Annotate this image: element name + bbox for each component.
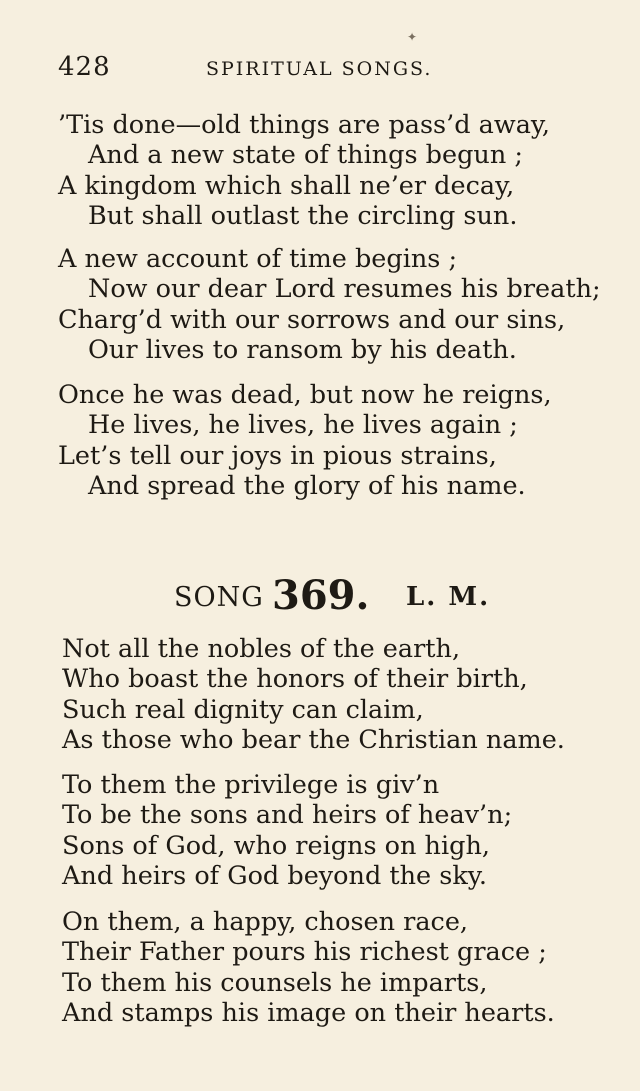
song-number: 369. [272,572,370,619]
verse-line: Let’s tell our joys in pious strains, [58,440,497,471]
verse-line: Once he was dead, but now he reigns, [58,380,552,410]
song-label: SONG [174,582,264,613]
verse-line: And heirs of God beyond the sky. [62,860,487,891]
verse-line: On them, a happy, chosen race, [62,907,469,937]
stanza [0,907,640,1028]
verse-line: Who boast the honors of their birth, [62,664,528,695]
verse-line: And spread the glory of his name. [88,470,526,501]
stanza [0,634,640,755]
verse-line: And stamps his image on their hearts. [62,997,555,1028]
page-number: 428 [58,52,111,82]
verse-line: To be the sons and heirs of heav’n; [62,800,513,831]
verse-line: But shall outlast the circling sun. [88,200,518,231]
stanza [0,380,640,501]
running-title: SPIRITUAL SONGS. [206,58,433,80]
verse-line: Charg’d with our sorrows and our sins, [58,304,566,335]
verse-line: As those who bear the Christian name. [62,724,565,755]
song-meter: L. M. [406,582,491,612]
stanza [0,770,640,891]
verse-line: A kingdom which shall ne’er decay, [58,170,515,201]
verse-line: Now our dear Lord resumes his breath; [88,274,601,305]
verse-line: And a new state of things begun ; [88,140,523,171]
verse-line: Sons of God, who reigns on high, [62,830,490,861]
verse-line: Their Father pours his richest grace ; [62,937,547,968]
verse-line: A new account of time begins ; [58,244,458,274]
ink-speck: ✦ [407,30,418,44]
verse-line: To them the privilege is giv’n [62,770,440,800]
page-header [58,52,588,86]
stanza [0,244,640,365]
verse-line: Our lives to ransom by his death. [88,334,517,365]
verse-line: He lives, he lives, he lives again ; [88,410,518,441]
verse-line: Such real dignity can claim, [62,694,424,725]
stanza [0,110,640,231]
verse-line: To them his counsels he imparts, [62,967,488,998]
verse-line: Not all the nobles of the earth, [62,634,461,664]
verse-line: ’Tis done—old things are pass’d away, [58,110,551,140]
song-heading [0,572,640,622]
